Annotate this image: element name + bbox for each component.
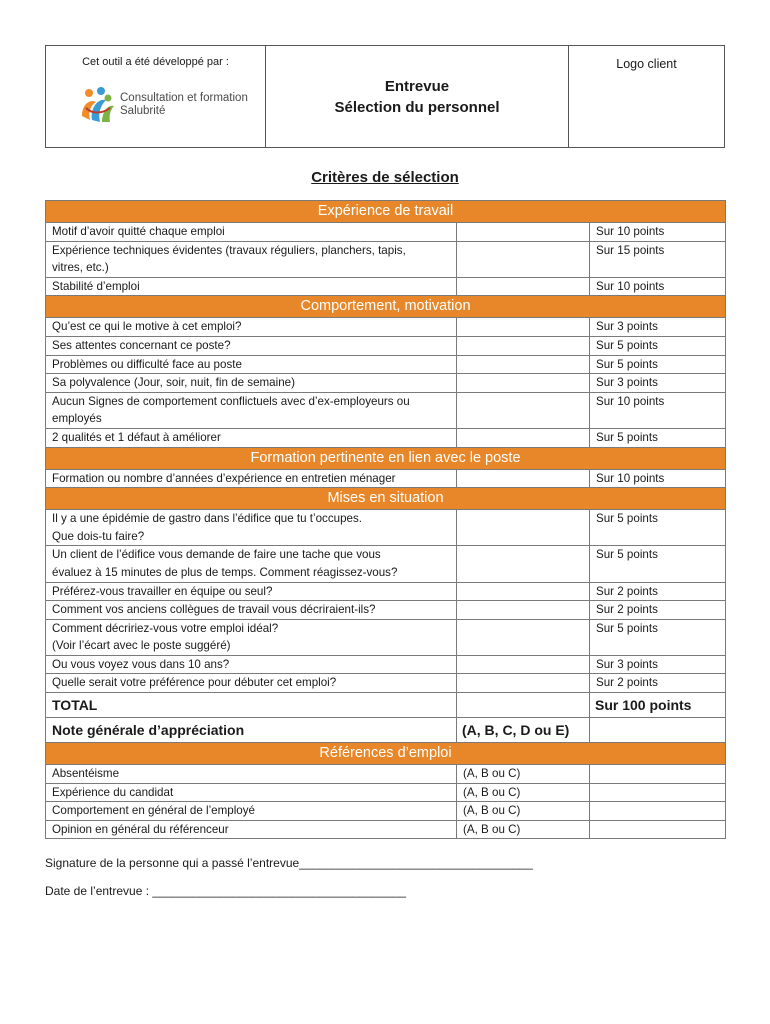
criterion-label: Motif d’avoir quitté chaque emploi [46,223,457,242]
max-points: Sur 3 points [590,655,726,674]
criterion-label: Formation ou nombre d’années d’expérience en entretien ménager [46,469,457,488]
section-header-row [46,743,726,765]
criterion-label-line: Un client de l’édifice vous demande de faire une tache que vous [52,548,381,562]
reference-row [46,765,726,784]
reference-row [46,802,726,821]
criterion-label [46,546,457,582]
reference-scale: (A, B ou C) [457,783,590,802]
document-title: Entrevue [384,77,450,95]
section-header-row [46,488,726,510]
reference-row [46,783,726,802]
criteria-title: Critères de sélection [311,169,459,186]
criterion-label: Stabilité d’emploi [46,277,457,296]
max-points: Sur 5 points [590,510,726,546]
criterion-row [46,428,726,447]
section-header: Expérience de travail [46,201,726,223]
score-entry-cell[interactable] [457,655,590,674]
criterion-row [46,277,726,296]
score-entry-cell[interactable] [457,277,590,296]
evaluation-table [45,200,726,839]
reference-entry-cell[interactable] [590,765,726,784]
score-entry-cell[interactable] [457,469,590,488]
max-points: Sur 5 points [590,619,726,655]
max-points: Sur 3 points [590,318,726,337]
criterion-label-line: (Voir l’écart avec le poste suggéré) [52,639,231,653]
developer-cell [46,46,266,147]
header-box [45,45,725,148]
criterion-label-line: Expérience techniques évidentes (travaux réguliers, planchers, tapis, [52,243,406,257]
criterion-label-line: Il y a une épidémie de gastro dans l’édifice que tu t’occupes. [52,512,363,526]
total-entry-cell[interactable] [457,693,590,718]
section-header-row [46,201,726,223]
score-entry-cell[interactable] [457,223,590,242]
criterion-label [46,510,457,546]
client-logo-placeholder: Logo client [616,57,677,71]
people-logo-icon [76,84,118,126]
criterion-label-line: Aucun Signes de comportement conflictuels avec d’ex-employeurs ou [52,394,410,408]
reference-entry-cell[interactable] [590,820,726,839]
score-entry-cell[interactable] [457,355,590,374]
score-entry-cell[interactable] [457,336,590,355]
criterion-row [46,241,726,277]
section-header: Mises en situation [46,488,726,510]
max-points: Sur 5 points [590,355,726,374]
criterion-label [46,392,457,428]
criterion-row [46,355,726,374]
criterion-row [46,582,726,601]
score-entry-cell[interactable] [457,582,590,601]
score-entry-cell[interactable] [457,601,590,620]
reference-label: Comportement en général de l’employé [46,802,457,821]
max-points: Sur 5 points [590,428,726,447]
criterion-label: Problèmes ou difficulté face au poste [46,355,457,374]
company-logo [76,84,248,126]
criterion-label: 2 qualités et 1 défaut à améliorer [46,428,457,447]
criterion-label: Quelle serait votre préférence pour débuter cet emploi? [46,674,457,693]
criterion-row [46,546,726,582]
score-entry-cell[interactable] [457,510,590,546]
criterion-label-line: employés [52,412,102,426]
criterion-row [46,392,726,428]
reference-label: Opinion en général du référenceur [46,820,457,839]
max-points: Sur 5 points [590,336,726,355]
criterion-row [46,619,726,655]
score-entry-cell[interactable] [457,374,590,393]
criterion-label: Ou vous voyez vous dans 10 ans? [46,655,457,674]
company-name: Consultation et formation Salubrité [120,92,248,117]
max-points: Sur 10 points [590,223,726,242]
signature-line: Signature de la personne qui a passé l’entrevue___________________________________ [45,856,533,870]
criterion-row [46,510,726,546]
criterion-row [46,469,726,488]
overall-rating-scale: (A, B, C, D ou E) [457,718,590,743]
score-entry-cell[interactable] [457,428,590,447]
criterion-label [46,619,457,655]
document-subtitle: Sélection du personnel [334,98,500,116]
reference-scale: (A, B ou C) [457,802,590,821]
reference-label: Expérience du candidat [46,783,457,802]
criterion-label: Comment vos anciens collègues de travail vous décriraient-ils? [46,601,457,620]
reference-scale: (A, B ou C) [457,765,590,784]
overall-rating-entry-cell[interactable] [590,718,726,743]
criterion-label: Ses attentes concernant ce poste? [46,336,457,355]
criterion-label: Préférez-vous travailler en équipe ou seul? [46,582,457,601]
client-logo-cell [569,46,724,147]
document-title-cell [266,46,569,147]
section-header-row [46,447,726,469]
section-header: Formation pertinente en lien avec le poste [46,447,726,469]
criterion-row [46,223,726,242]
reference-entry-cell[interactable] [590,783,726,802]
criterion-label-line: évaluez à 15 minutes de plus de temps. Comment réagissez-vous? [52,565,398,579]
criterion-label-line: Que dois-tu faire? [52,529,145,543]
criterion-row [46,674,726,693]
criterion-row [46,318,726,337]
max-points: Sur 15 points [590,241,726,277]
criterion-row [46,336,726,355]
max-points: Sur 2 points [590,601,726,620]
criterion-label: Qu’est ce qui le motive à cet emploi? [46,318,457,337]
overall-rating-label: Note générale d’appréciation [46,718,457,743]
max-points: Sur 5 points [590,546,726,582]
max-points: Sur 10 points [590,277,726,296]
total-label: TOTAL [46,693,457,718]
criterion-label-line: Comment décririez-vous votre emploi idéal? [52,621,279,635]
reference-label: Absentéisme [46,765,457,784]
criterion-label: Sa polyvalence (Jour, soir, nuit, fin de semaine) [46,374,457,393]
section-header-row [46,296,726,318]
section-header: Comportement, motivation [46,296,726,318]
max-points: Sur 3 points [590,374,726,393]
total-row [46,693,726,718]
criterion-label [46,241,457,277]
interview-date-line: Date de l’entrevue : ______________________________________ [45,884,407,898]
score-entry-cell[interactable] [457,392,590,428]
developed-by-label: Cet outil a été développé par : [82,56,229,68]
criterion-row [46,374,726,393]
max-points: Sur 10 points [590,469,726,488]
criterion-label-line: vitres, etc.) [52,261,109,275]
reference-scale: (A, B ou C) [457,820,590,839]
overall-rating-row [46,718,726,743]
score-entry-cell[interactable] [457,619,590,655]
max-points: Sur 2 points [590,582,726,601]
criterion-row [46,601,726,620]
criterion-row [46,655,726,674]
score-entry-cell[interactable] [457,674,590,693]
section-header: Références d’emploi [46,743,726,765]
max-points: Sur 2 points [590,674,726,693]
reference-entry-cell[interactable] [590,802,726,821]
reference-row [46,820,726,839]
total-points: Sur 100 points [590,693,726,718]
score-entry-cell[interactable] [457,241,590,277]
score-entry-cell[interactable] [457,318,590,337]
score-entry-cell[interactable] [457,546,590,582]
max-points: Sur 10 points [590,392,726,428]
